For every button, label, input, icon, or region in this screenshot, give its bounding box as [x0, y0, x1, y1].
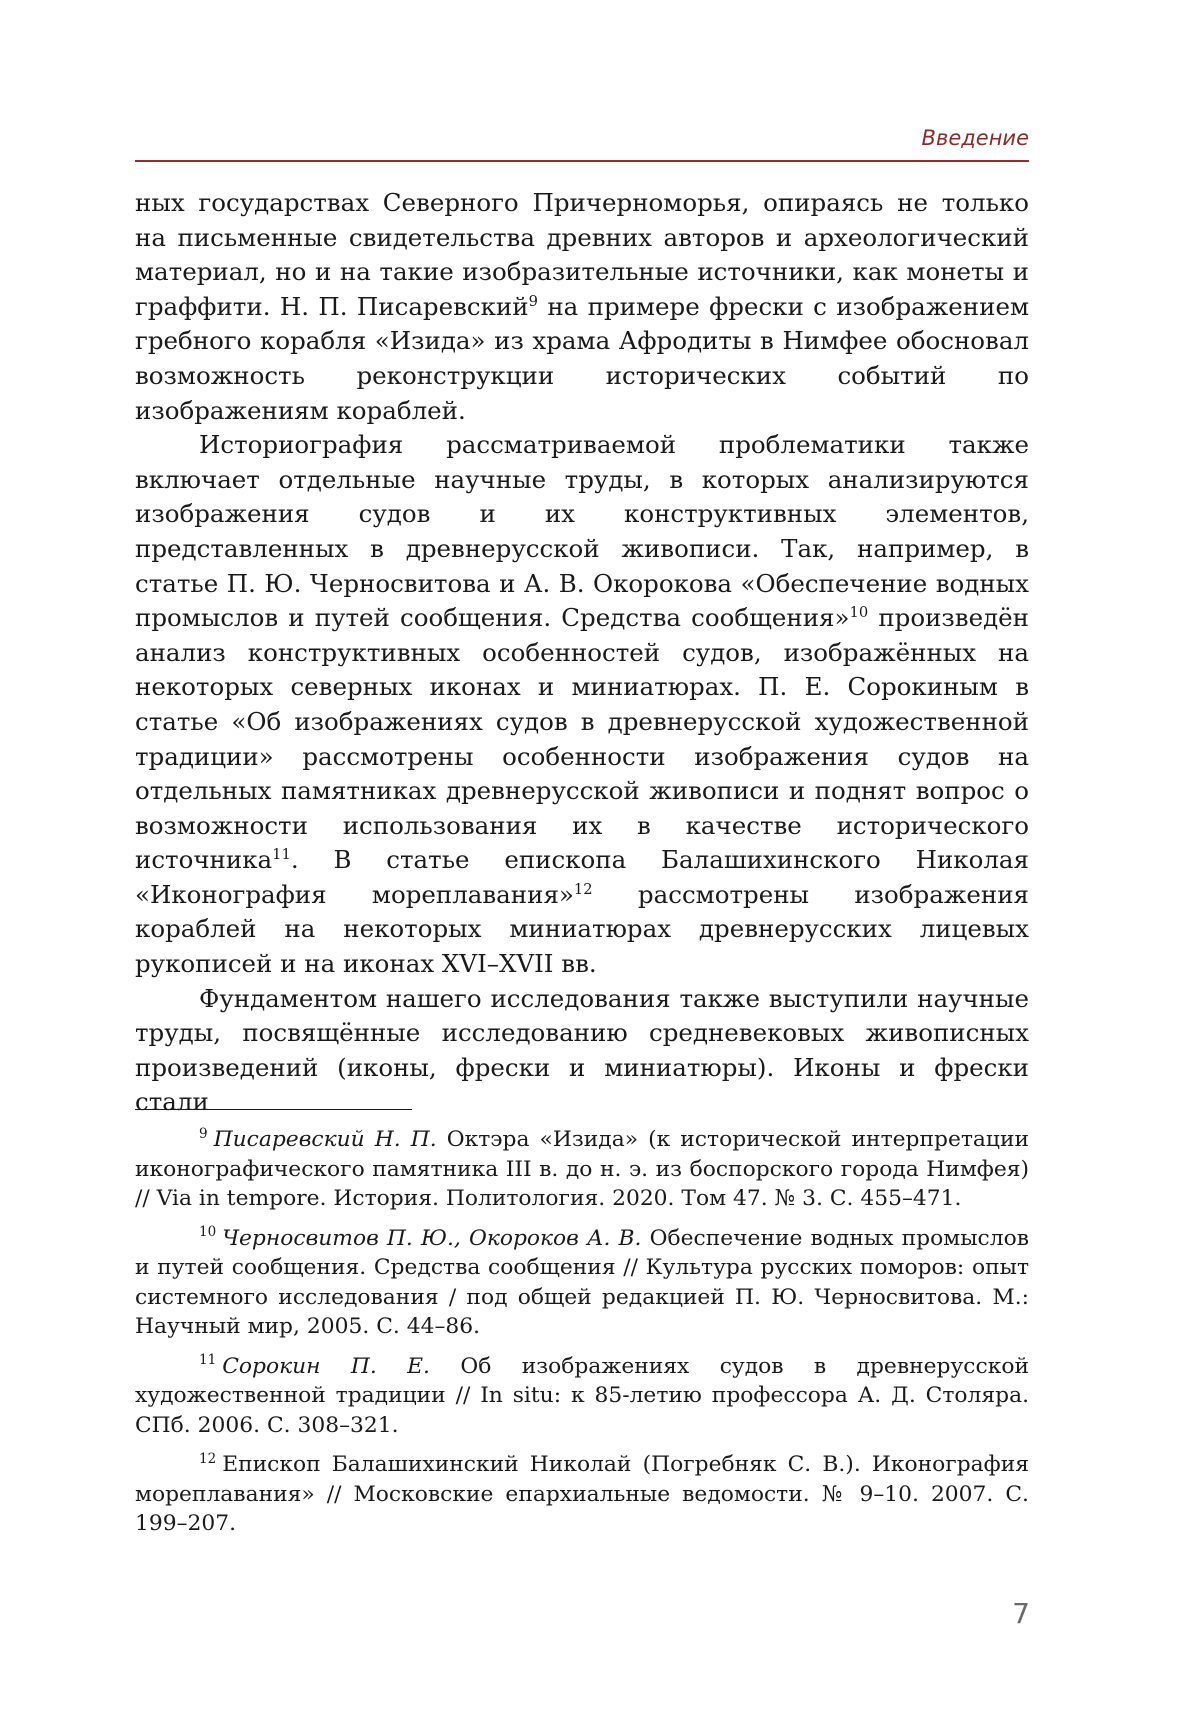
footnote-text: Октэра «Изида» (к исторической интерпретации иконографического памятника III в. до н. э. из боспорского города Нимфея) // Via in tempore. История. Политология. 2020. Том 47. № 3. С. 455–471.	[135, 1127, 1029, 1211]
main-text	[135, 186, 1029, 1120]
footnote-12	[135, 1450, 1029, 1539]
footnote-author: Писаревский Н. П.	[213, 1127, 437, 1152]
footnote-number: 10	[199, 1224, 217, 1241]
footnote-number: 11	[199, 1352, 217, 1369]
page-number: 7	[1012, 1597, 1030, 1630]
footnote-ref-11[interactable]: 11	[272, 846, 291, 864]
paragraph-1: ных государствах Северного Причерноморья, опираясь не только на письменные свидетельства древних авторов и археологический материал, но и на такие изобразительные источники, как монеты и граффити. Н. П. Писаревский$^9$ на примере фрески с изображением гребного корабля «Изида» из храма Афродиты в Нимфее обосновал возможность реконструкции исторических событий по изображениям кораблей.	[135, 188, 1029, 425]
footnote-ref-12[interactable]: 12	[573, 880, 593, 898]
footnotes	[135, 1125, 1029, 1549]
footnote-10	[135, 1224, 1029, 1342]
footnote-text: Обеспечение водных промыслов и путей сообщения. Средства сообщения // Культура русских поморов: опыт системного исследования / под общей редакцией П. Ю. Черносвитова. М.: Научный мир, 2005. С. 44–86.	[135, 1225, 1029, 1339]
footnote-number: 12	[199, 1450, 217, 1467]
footnote-ref-9[interactable]: 9	[528, 292, 538, 310]
footnote-ref-10[interactable]: 10	[849, 603, 869, 621]
footnote-9	[135, 1125, 1029, 1214]
footnote-number: 9	[199, 1125, 208, 1142]
footnote-text: Об изображениях судов в древнерусской художественной традиции // In situ: к 85-летию профессора А. Д. Столяра. СПб. 2006. С. 308–321.	[135, 1353, 1029, 1438]
running-header: Введение	[921, 126, 1029, 150]
footnote-text: Епископ Балашихинский Николай (Погребняк С. В.). Иконография мореплавания» // Московские епархиальные ведомости. № 9–10. 2007. С. 199–207.	[135, 1452, 1029, 1536]
paragraph-3: Фундаментом нашего исследования также выступили научные труды, посвящённые исследованию средневековых живописных произведений (иконы, фрески и миниатюры). Иконы и фрески стали	[135, 983, 1029, 1117]
footnote-11	[135, 1352, 1029, 1441]
footnote-separator	[135, 1109, 412, 1110]
footnote-author: Сорокин П. Е.	[222, 1353, 430, 1379]
header-rule	[135, 160, 1029, 162]
paragraph-2: Историография рассматриваемой проблематики также включает отдельные научные труды, в которых анализируются изображения судов и их конструктивных элементов, представленных в древнерусской живописи. Так, например, в статье П. Ю. Черносвитова и А. В. Окорокова «Обеспечение водных промыслов и путей сообщения. Средства сообщения»$^{10}$ произведён анализ конструктивных особенностей судов, изображённых на некоторых северных иконах и миниатюрах. П. Е. Сорокиным в статье «Об изображениях судов в древнерусской художественной традиции» рассмотрены особенности изображения судов на отдельных памятниках древнерусской живописи и поднят вопрос о возможности использования их в качестве исторического источника$^{11}$. В статье епископа Балашихинского Николая «Иконография мореплавания»$^{12}$ рассмотрены изображения кораблей на некоторых миниатюрах древнерусских лицевых рукописей и на иконах XVI–XVII вв.	[135, 430, 1029, 979]
footnote-author: Черносвитов П. Ю., Окороков А. В.	[222, 1225, 642, 1251]
